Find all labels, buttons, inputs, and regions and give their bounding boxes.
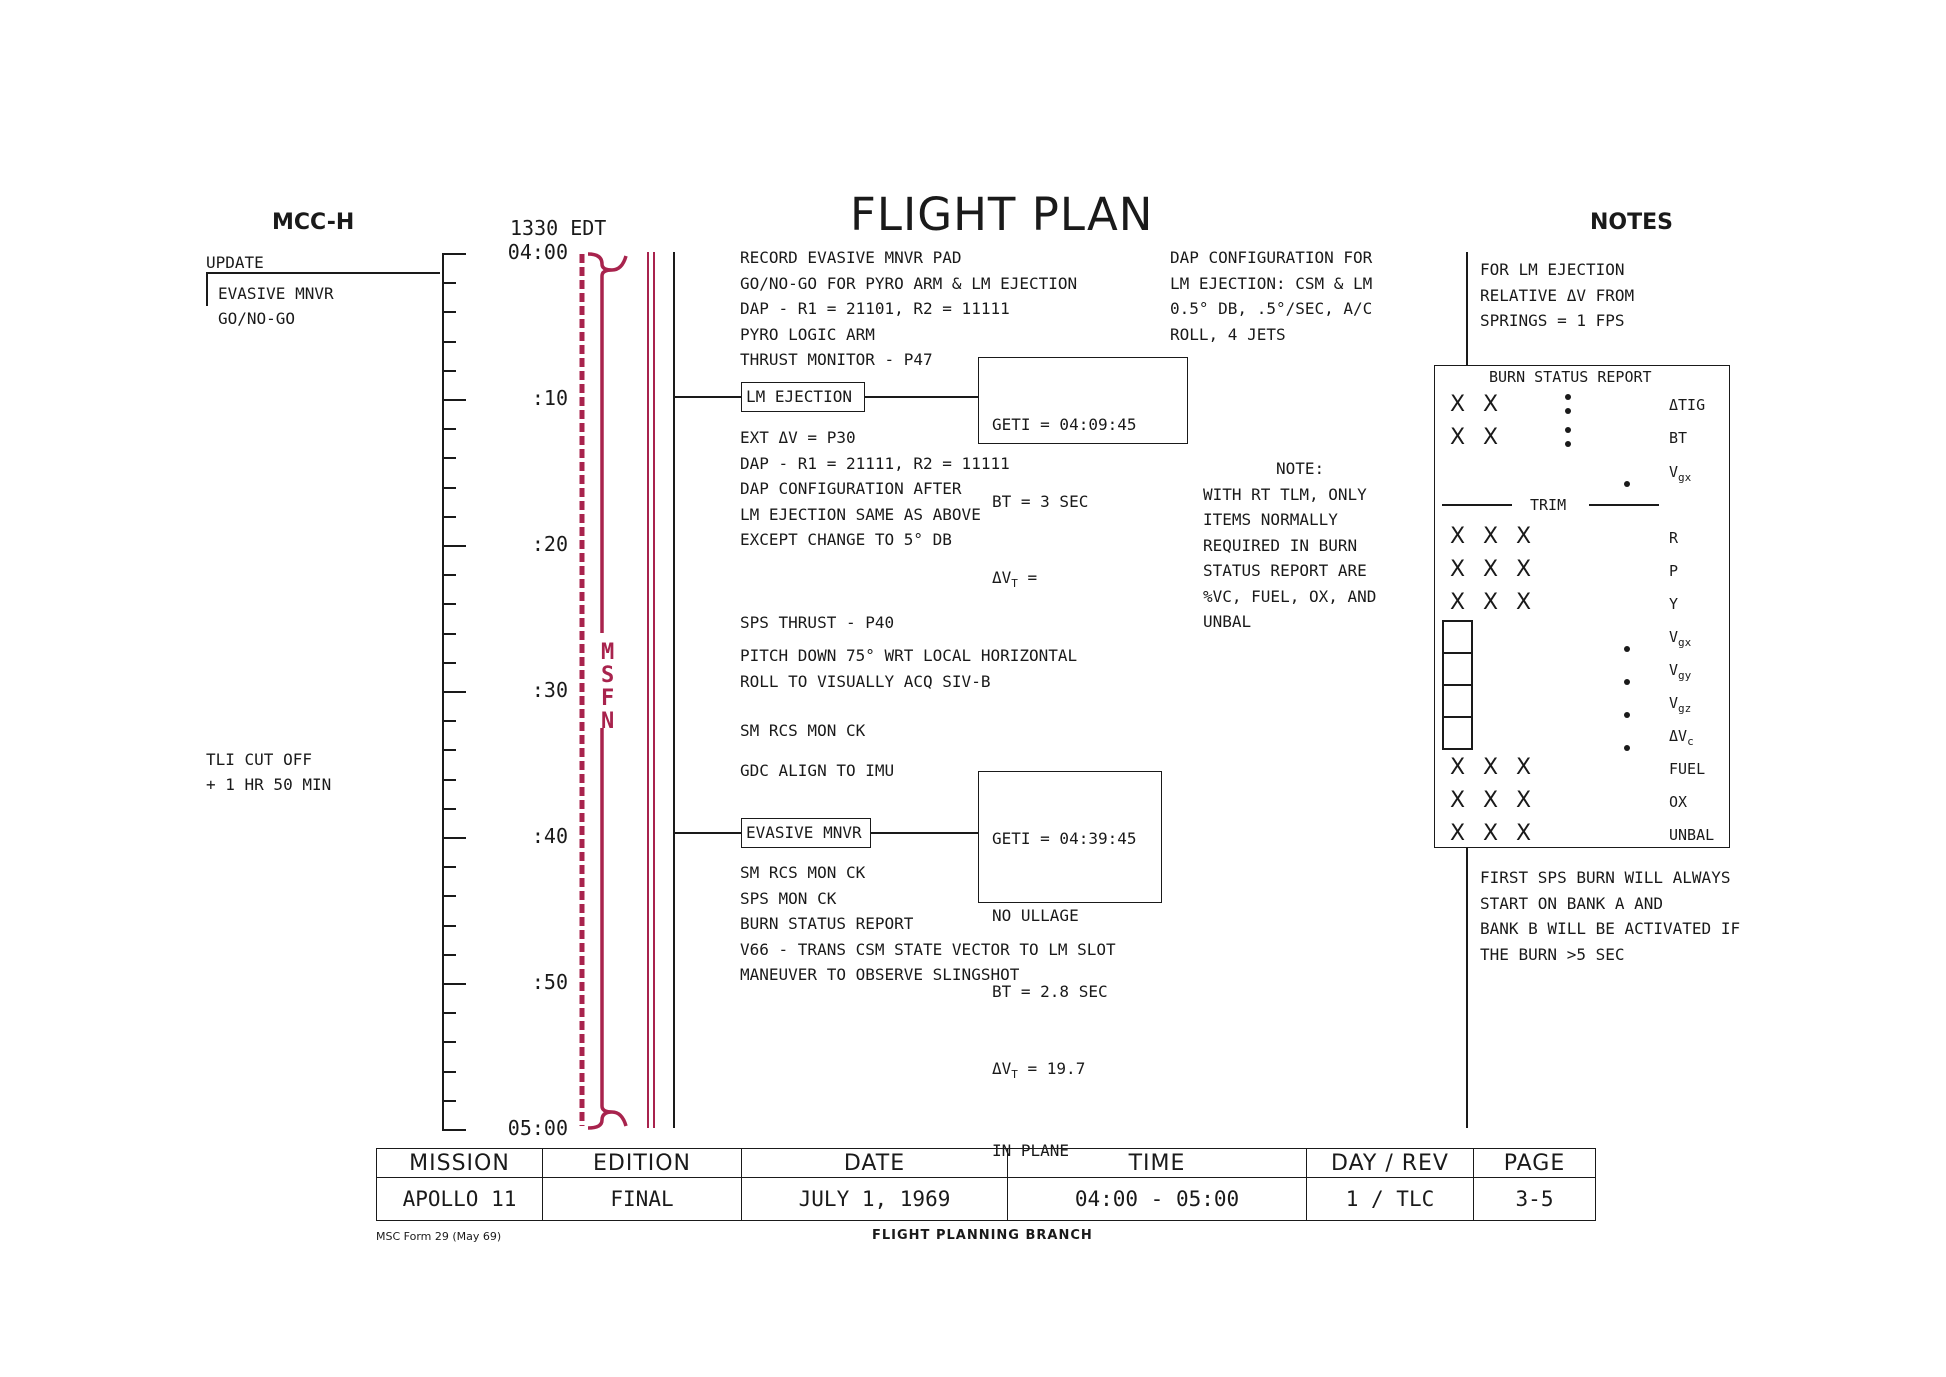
- box2-dvt: $\Delta V_T = 19.7$: [992, 1058, 1086, 1081]
- x-mark: X: [1516, 821, 1532, 846]
- plan-roll: ROLL TO VISUALLY ACQ SIV-B: [740, 671, 991, 691]
- msfn-coverage-bar: [576, 248, 666, 1138]
- ruler-tick: [442, 516, 456, 518]
- box1-geti: GETI = 04:09:45: [992, 415, 1137, 434]
- mcc-evasive-mnvr: EVASIVE MNVR: [218, 284, 334, 303]
- x-mark: X: [1516, 524, 1532, 549]
- tick-30: :30: [531, 678, 568, 702]
- ruler-tick: [442, 399, 466, 401]
- dot-mark: [1624, 679, 1630, 685]
- plan-line-8: DAP CONFIGURATION AFTER: [740, 479, 962, 498]
- x-mark: X: [1516, 755, 1532, 780]
- x-mark: X: [1483, 524, 1499, 549]
- x-mark: X: [1450, 821, 1466, 846]
- footer-header-time: TIME: [1008, 1149, 1307, 1178]
- label-dvc: $\Delta V_c$: [1669, 727, 1694, 748]
- ruler-tick: [442, 749, 456, 751]
- footer-header-page: PAGE: [1474, 1149, 1596, 1178]
- footer-page: 3-5: [1474, 1178, 1596, 1221]
- x-mark: X: [1483, 590, 1499, 615]
- trim-rule-right: [1589, 504, 1659, 506]
- x-mark: X: [1483, 557, 1499, 582]
- dot-mark: [1624, 745, 1630, 751]
- plan-line-12: SPS MON CK: [740, 888, 837, 908]
- label-vgz: $V_{gz}$: [1669, 694, 1692, 715]
- notes-bottom-4: THE BURN >5 SEC: [1480, 944, 1625, 964]
- mcc-update: UPDATE: [206, 253, 264, 272]
- footer-header-edition: EDITION: [543, 1149, 742, 1178]
- ruler-tick: [442, 866, 456, 868]
- lm-ejection-box-connector: [865, 396, 979, 398]
- ruler-tick: [442, 487, 456, 489]
- dot-mark: [1624, 481, 1630, 487]
- mcc-tli-cutoff: TLI CUT OFF: [206, 750, 312, 769]
- label-vgx: $V_{gx}$: [1669, 628, 1692, 649]
- dot-mark: [1565, 394, 1571, 400]
- label-y: Y: [1669, 595, 1679, 613]
- msfn-m: M: [601, 640, 615, 665]
- x-mark: X: [1450, 392, 1466, 417]
- x-mark: X: [1450, 755, 1466, 780]
- notes-top-1: FOR LM EJECTION: [1480, 260, 1625, 279]
- x-mark: X: [1483, 788, 1499, 813]
- ruler-tick: [442, 1012, 456, 1014]
- form-number: MSC Form 29 (May 69): [376, 1230, 502, 1243]
- dap-config-1: DAP CONFIGURATION FOR: [1170, 248, 1373, 267]
- ruler-tick: [442, 1041, 456, 1043]
- tick-20: :20: [531, 532, 568, 556]
- plan-line-4: PYRO LOGIC ARM: [740, 324, 875, 344]
- time-zone-label: 1330 EDT: [510, 216, 607, 240]
- dot-mark: [1565, 427, 1571, 433]
- x-mark: X: [1516, 557, 1532, 582]
- note-title: NOTE:: [1276, 459, 1325, 478]
- tick-10: :10: [531, 386, 568, 410]
- ruler-tick: [442, 925, 456, 927]
- footer-day-rev: 1 / TLC: [1307, 1178, 1474, 1221]
- ruler-tick: [442, 341, 456, 343]
- ruler-tick: [442, 311, 456, 313]
- ruler-tick: [442, 691, 466, 693]
- footer-header-day-rev: DAY / REV: [1307, 1149, 1474, 1178]
- ruler-tick: [442, 574, 456, 576]
- ruler-tick: [442, 720, 456, 722]
- dap-config-3: 0.5° DB, .5°/SEC, A/C: [1170, 299, 1373, 318]
- notes-bottom-1: FIRST SPS BURN WILL ALWAYS: [1480, 868, 1731, 887]
- label-dtig: ΔTIG: [1669, 396, 1706, 414]
- x-mark: X: [1450, 590, 1466, 615]
- x-mark: X: [1450, 524, 1466, 549]
- label-unbal: UNBAL: [1669, 826, 1715, 844]
- ruler-tick: [442, 1100, 456, 1102]
- tick-50: :50: [531, 970, 568, 994]
- check-box: [1442, 652, 1473, 686]
- footer-header-mission: MISSION: [377, 1149, 543, 1178]
- dot-mark: [1624, 712, 1630, 718]
- ruler-tick: [442, 808, 456, 810]
- note-line-2: ITEMS NORMALLY: [1203, 510, 1338, 529]
- footer-mission: APOLLO 11: [377, 1178, 543, 1221]
- note-line-1: WITH RT TLM, ONLY: [1203, 484, 1367, 504]
- footer-table: [376, 1148, 1596, 1221]
- plan-line-7: DAP - R1 = 21111, R2 = 11111: [740, 453, 1010, 473]
- label-vgy: $V_{gy}$: [1669, 661, 1692, 682]
- dap-config-4: ROLL, 4 JETS: [1170, 324, 1286, 344]
- plan-line-6: EXT ΔV = P30: [740, 428, 856, 447]
- plan-line-1: RECORD EVASIVE MNVR PAD: [740, 248, 962, 267]
- plan-line-11: SM RCS MON CK: [740, 863, 866, 882]
- page-title: FLIGHT PLAN: [850, 188, 1154, 241]
- box2-geti: GETI = 04:39:45: [992, 829, 1137, 848]
- plan-sm-rcs: SM RCS MON CK: [740, 721, 866, 740]
- lm-ejection-pad-box: [978, 357, 1188, 591]
- evasive-connector: [673, 832, 741, 834]
- plan-line-9: LM EJECTION SAME AS ABOVE: [740, 504, 981, 524]
- ruler-tick: [442, 1071, 456, 1073]
- plan-line-10: EXCEPT CHANGE TO 5° DB: [740, 530, 952, 549]
- notes-top-3: SPRINGS = 1 FPS: [1480, 311, 1625, 330]
- flight-planning-branch: FLIGHT PLANNING BRANCH: [872, 1228, 1093, 1243]
- msfn-f: F: [601, 686, 615, 711]
- footer-header-date: DATE: [742, 1149, 1008, 1178]
- plan-pitch-down: PITCH DOWN 75° WRT LOCAL HORIZONTAL: [740, 646, 1078, 665]
- box1-dvt: $\Delta V_T$ =: [992, 568, 1038, 591]
- label-ox: OX: [1669, 793, 1688, 811]
- x-mark: X: [1450, 425, 1466, 450]
- notes-bottom-2: START ON BANK A AND: [1480, 893, 1664, 913]
- plan-column-divider: [673, 252, 675, 1128]
- evasive-mnvr-event: [741, 818, 871, 848]
- dot-mark: [1565, 441, 1571, 447]
- notes-top-2: RELATIVE ΔV FROM: [1480, 285, 1635, 305]
- ruler-tick: [442, 603, 456, 605]
- mcc-h-header: MCC-H: [272, 210, 355, 235]
- plan-gdc-align: GDC ALIGN TO IMU: [740, 761, 895, 780]
- dot-mark: [1624, 646, 1630, 652]
- tick-40: :40: [531, 824, 568, 848]
- x-mark: X: [1450, 788, 1466, 813]
- tick-0400: 04:00: [507, 240, 568, 264]
- check-box: [1442, 620, 1473, 654]
- ruler-tick: [442, 545, 466, 547]
- trim-label: TRIM: [1530, 496, 1567, 514]
- notes-header: NOTES: [1590, 210, 1673, 235]
- footer-date: JULY 1, 1969: [742, 1178, 1008, 1221]
- ruler-tick: [442, 428, 456, 430]
- mcc-update-rule: [206, 272, 440, 274]
- note-line-6: UNBAL: [1203, 612, 1252, 631]
- plan-line-14: V66 - TRANS CSM STATE VECTOR TO LM SLOT: [740, 939, 1116, 959]
- trim-rule-left: [1442, 504, 1512, 506]
- ruler-tick: [442, 837, 466, 839]
- ruler-tick: [442, 983, 466, 985]
- x-mark: X: [1450, 557, 1466, 582]
- x-mark: X: [1483, 821, 1499, 846]
- ruler-tick: [442, 370, 456, 372]
- box2-plane: IN PLANE: [992, 1141, 1070, 1161]
- dap-config-2: LM EJECTION: CSM & LM: [1170, 273, 1373, 293]
- label-r: R: [1669, 529, 1679, 547]
- check-box: [1442, 716, 1473, 750]
- note-line-3: REQUIRED IN BURN: [1203, 535, 1358, 555]
- footer-time: 04:00 - 05:00: [1008, 1178, 1307, 1221]
- plan-line-3: DAP - R1 = 21101, R2 = 11111: [740, 299, 1010, 318]
- label-p: P: [1669, 562, 1679, 580]
- plan-line-15: MANEUVER TO OBSERVE SLINGSHOT: [740, 965, 1020, 984]
- x-mark: X: [1516, 788, 1532, 813]
- plan-line-5: THRUST MONITOR - P47: [740, 350, 933, 369]
- note-line-4: STATUS REPORT ARE: [1203, 561, 1367, 580]
- ruler-tick: [442, 633, 456, 635]
- ruler-tick: [442, 282, 456, 284]
- mcc-go-no-go: GO/NO-GO: [218, 309, 296, 328]
- dot-mark: [1565, 408, 1571, 414]
- tick-0500: 05:00: [507, 1116, 568, 1140]
- x-mark: X: [1516, 590, 1532, 615]
- ruler-tick: [442, 779, 456, 781]
- x-mark: X: [1483, 425, 1499, 450]
- plan-line-13: BURN STATUS REPORT: [740, 914, 914, 933]
- box1-bt: BT = 3 SEC: [992, 491, 1089, 511]
- evasive-pad-box: [978, 771, 1162, 1161]
- ruler-tick: [442, 253, 466, 255]
- lm-ejection-event: [741, 382, 865, 412]
- lm-ejection-connector: [673, 396, 741, 398]
- footer-edition: FINAL: [543, 1178, 742, 1221]
- label-fuel: FUEL: [1669, 760, 1706, 778]
- note-line-5: %VC, FUEL, OX, AND: [1203, 586, 1377, 606]
- ruler-tick: [442, 662, 456, 664]
- notes-bottom-3: BANK B WILL BE ACTIVATED IF: [1480, 919, 1741, 938]
- ruler-tick: [442, 1129, 466, 1131]
- label-bt: BT: [1669, 429, 1688, 447]
- ruler-tick: [442, 895, 456, 897]
- mcc-update-bracket: [206, 272, 208, 306]
- label-vgx-top: $V_{gx}$: [1669, 463, 1692, 484]
- box2-bt: BT = 2.8 SEC: [992, 982, 1108, 1001]
- check-box: [1442, 684, 1473, 718]
- bsr-title: BURN STATUS REPORT: [1489, 368, 1652, 386]
- ruler-tick: [442, 954, 456, 956]
- ruler-tick: [442, 457, 456, 459]
- msfn-n: N: [601, 709, 615, 734]
- plan-line-2: GO/NO-GO FOR PYRO ARM & LM EJECTION: [740, 273, 1078, 293]
- lm-ejection-label: LM EJECTION: [746, 387, 852, 406]
- x-mark: X: [1483, 392, 1499, 417]
- msfn-s: S: [601, 663, 615, 688]
- x-mark: X: [1483, 755, 1499, 780]
- mcc-tli-time: + 1 HR 50 MIN: [206, 775, 332, 794]
- evasive-box-connector: [871, 832, 979, 834]
- evasive-mnvr-label: EVASIVE MNVR: [746, 823, 862, 842]
- plan-sps-thrust: SPS THRUST - P40: [740, 613, 895, 632]
- box2-ullage: NO ULLAGE: [992, 905, 1079, 925]
